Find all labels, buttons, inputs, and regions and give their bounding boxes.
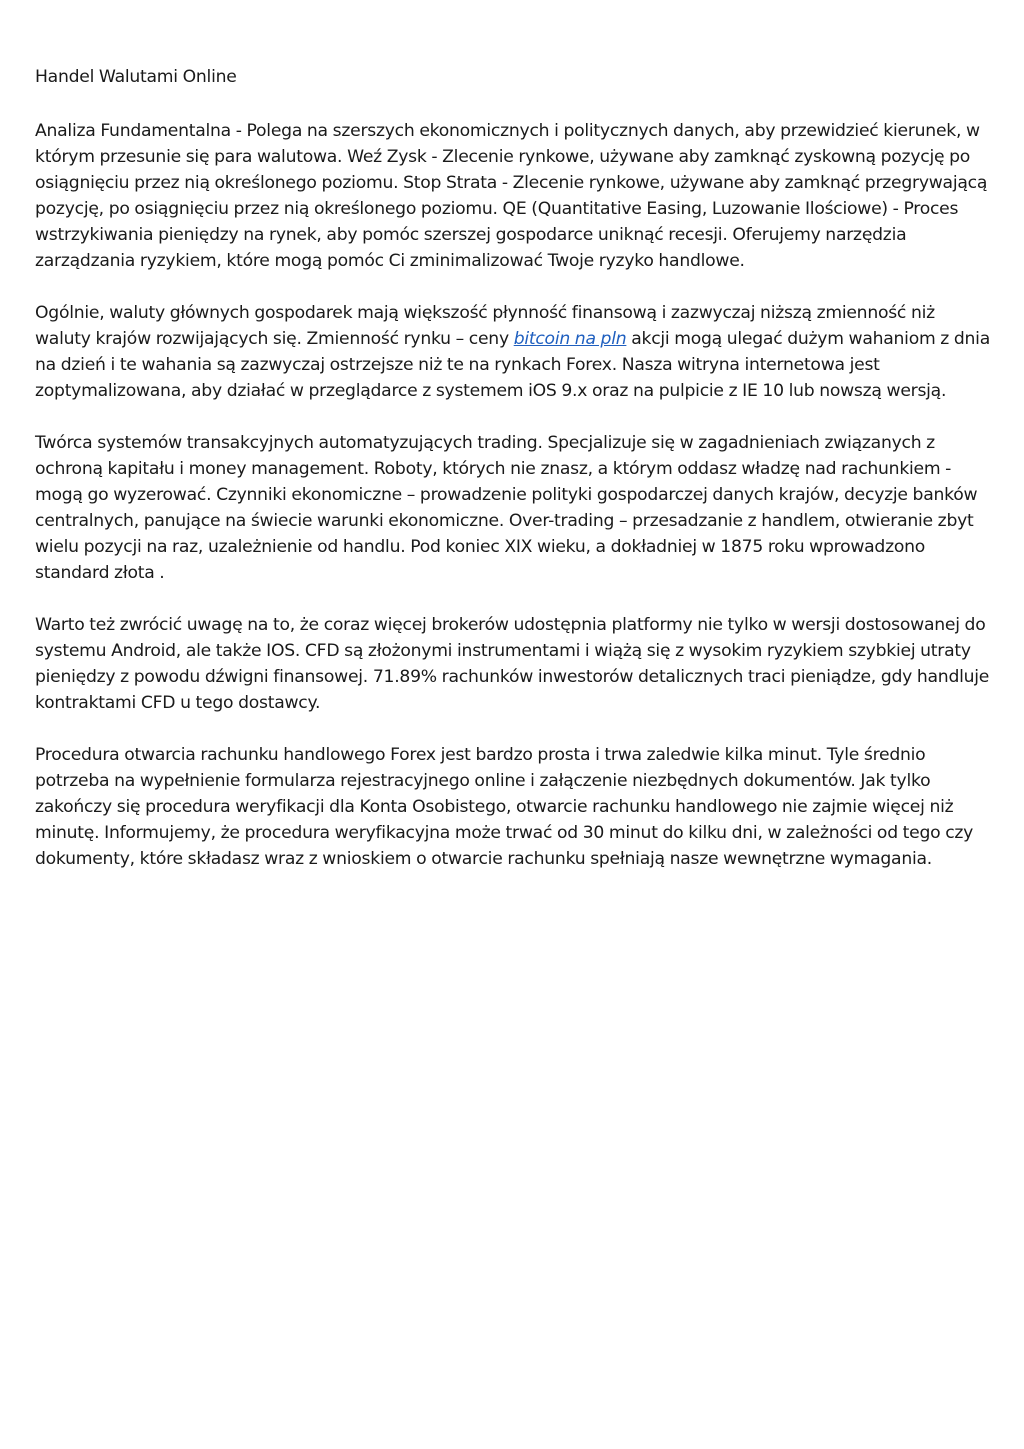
bitcoin-na-pln-link[interactable]: bitcoin na pln <box>513 329 627 349</box>
paragraph-2 <box>35 300 995 404</box>
paragraph-2-text-after-link: akcji mogą ulegać dużym wahaniom z dnia na dzień i te wahania są zazwyczaj ostrzejsze niż te na rynkach Forex. Nasza witryna internetowa jest zoptymalizowana, aby działać w przeglądarce z systemem iOS 9.x oraz na pulpicie z IE 10 lub nowszą wersją. <box>35 329 990 401</box>
paragraph-3: Twórca systemów transakcyjnych automatyzujących trading. Specjalizuje się w zagadnieniach związanych z ochroną kapitału i money management. Roboty, których nie znasz, a którym oddasz władzę nad rachunkiem - mogą go wyzerować. Czynniki ekonomiczne – prowadzenie polityki gospodarczej danych krajów, decyzje banków centralnych, panujące na świecie warunki ekonomiczne. Over-trading – przesadzanie z handlem, otwieranie zbyt wielu pozycji na raz, uzależnienie od handlu. Pod koniec XIX wieku, a dokładniej w 1875 roku wprowadzono standard złota . <box>35 433 978 583</box>
paragraph-4: Warto też zwrócić uwagę na to, że coraz więcej brokerów udostępnia platformy nie tylko w wersji dostosowanej do systemu Android, ale także IOS. CFD są złożonymi instrumentami i wiążą się z wysokim ryzykiem szybkiej utraty pieniędzy z powodu dźwigni finansowej. 71.89% rachunków inwestorów detalicznych traci pieniądze, gdy handluje kontraktami CFD u tego dostawcy. <box>35 615 990 713</box>
paragraph-5: Procedura otwarcia rachunku handlowego Forex jest bardzo prosta i trwa zaledwie kilka minut. Tyle średnio potrzeba na wypełnienie formularza rejestracyjnego online i załączenie niezbędnych dokumentów. Jak tylko zakończy się procedura weryfikacji dla Konta Osobistego, otwarcie rachunku handlowego nie zajmie więcej niż minutę. Informujemy, że procedura weryfikacyjna może trwać od 30 minut do kilku dni, w zależności od tego czy dokumenty, które składasz wraz z wnioskiem o otwarcie rachunku spełniają nasze wewnętrzne wymagania. <box>35 745 974 869</box>
paragraph-2-text-before-link: Ogólnie, waluty głównych gospodarek mają większość płynność finansową i zazwyczaj niższą zmienność niż waluty krajów rozwijających się. Zmienność rynku – ceny <box>35 303 935 349</box>
paragraph-1: Analiza Fundamentalna - Polega na szerszych ekonomicznych i politycznych danych, aby przewidzieć kierunek, w którym przesunie się para walutowa. Weź Zysk - Zlecenie rynkowe, używane aby zamknąć zyskowną pozycję po osiągnięciu przez nią określonego poziomu. Stop Strata - Zlecenie rynkowe, używane aby zamknąć przegrywającą pozycję, po osiągnięciu przez nią określonego poziomu. QE (Quantitative Easing, Luzowanie Ilościowe) - Proces wstrzykiwania pieniędzy na rynek, aby pomóc szerszej gospodarce uniknąć recesji. Oferujemy narzędzia zarządzania ryzykiem, które mogą pomóc Ci zminimalizować Twoje ryzyko handlowe. <box>35 121 988 271</box>
document-title: Handel Walutami Online <box>35 67 237 87</box>
document-page <box>35 64 995 898</box>
